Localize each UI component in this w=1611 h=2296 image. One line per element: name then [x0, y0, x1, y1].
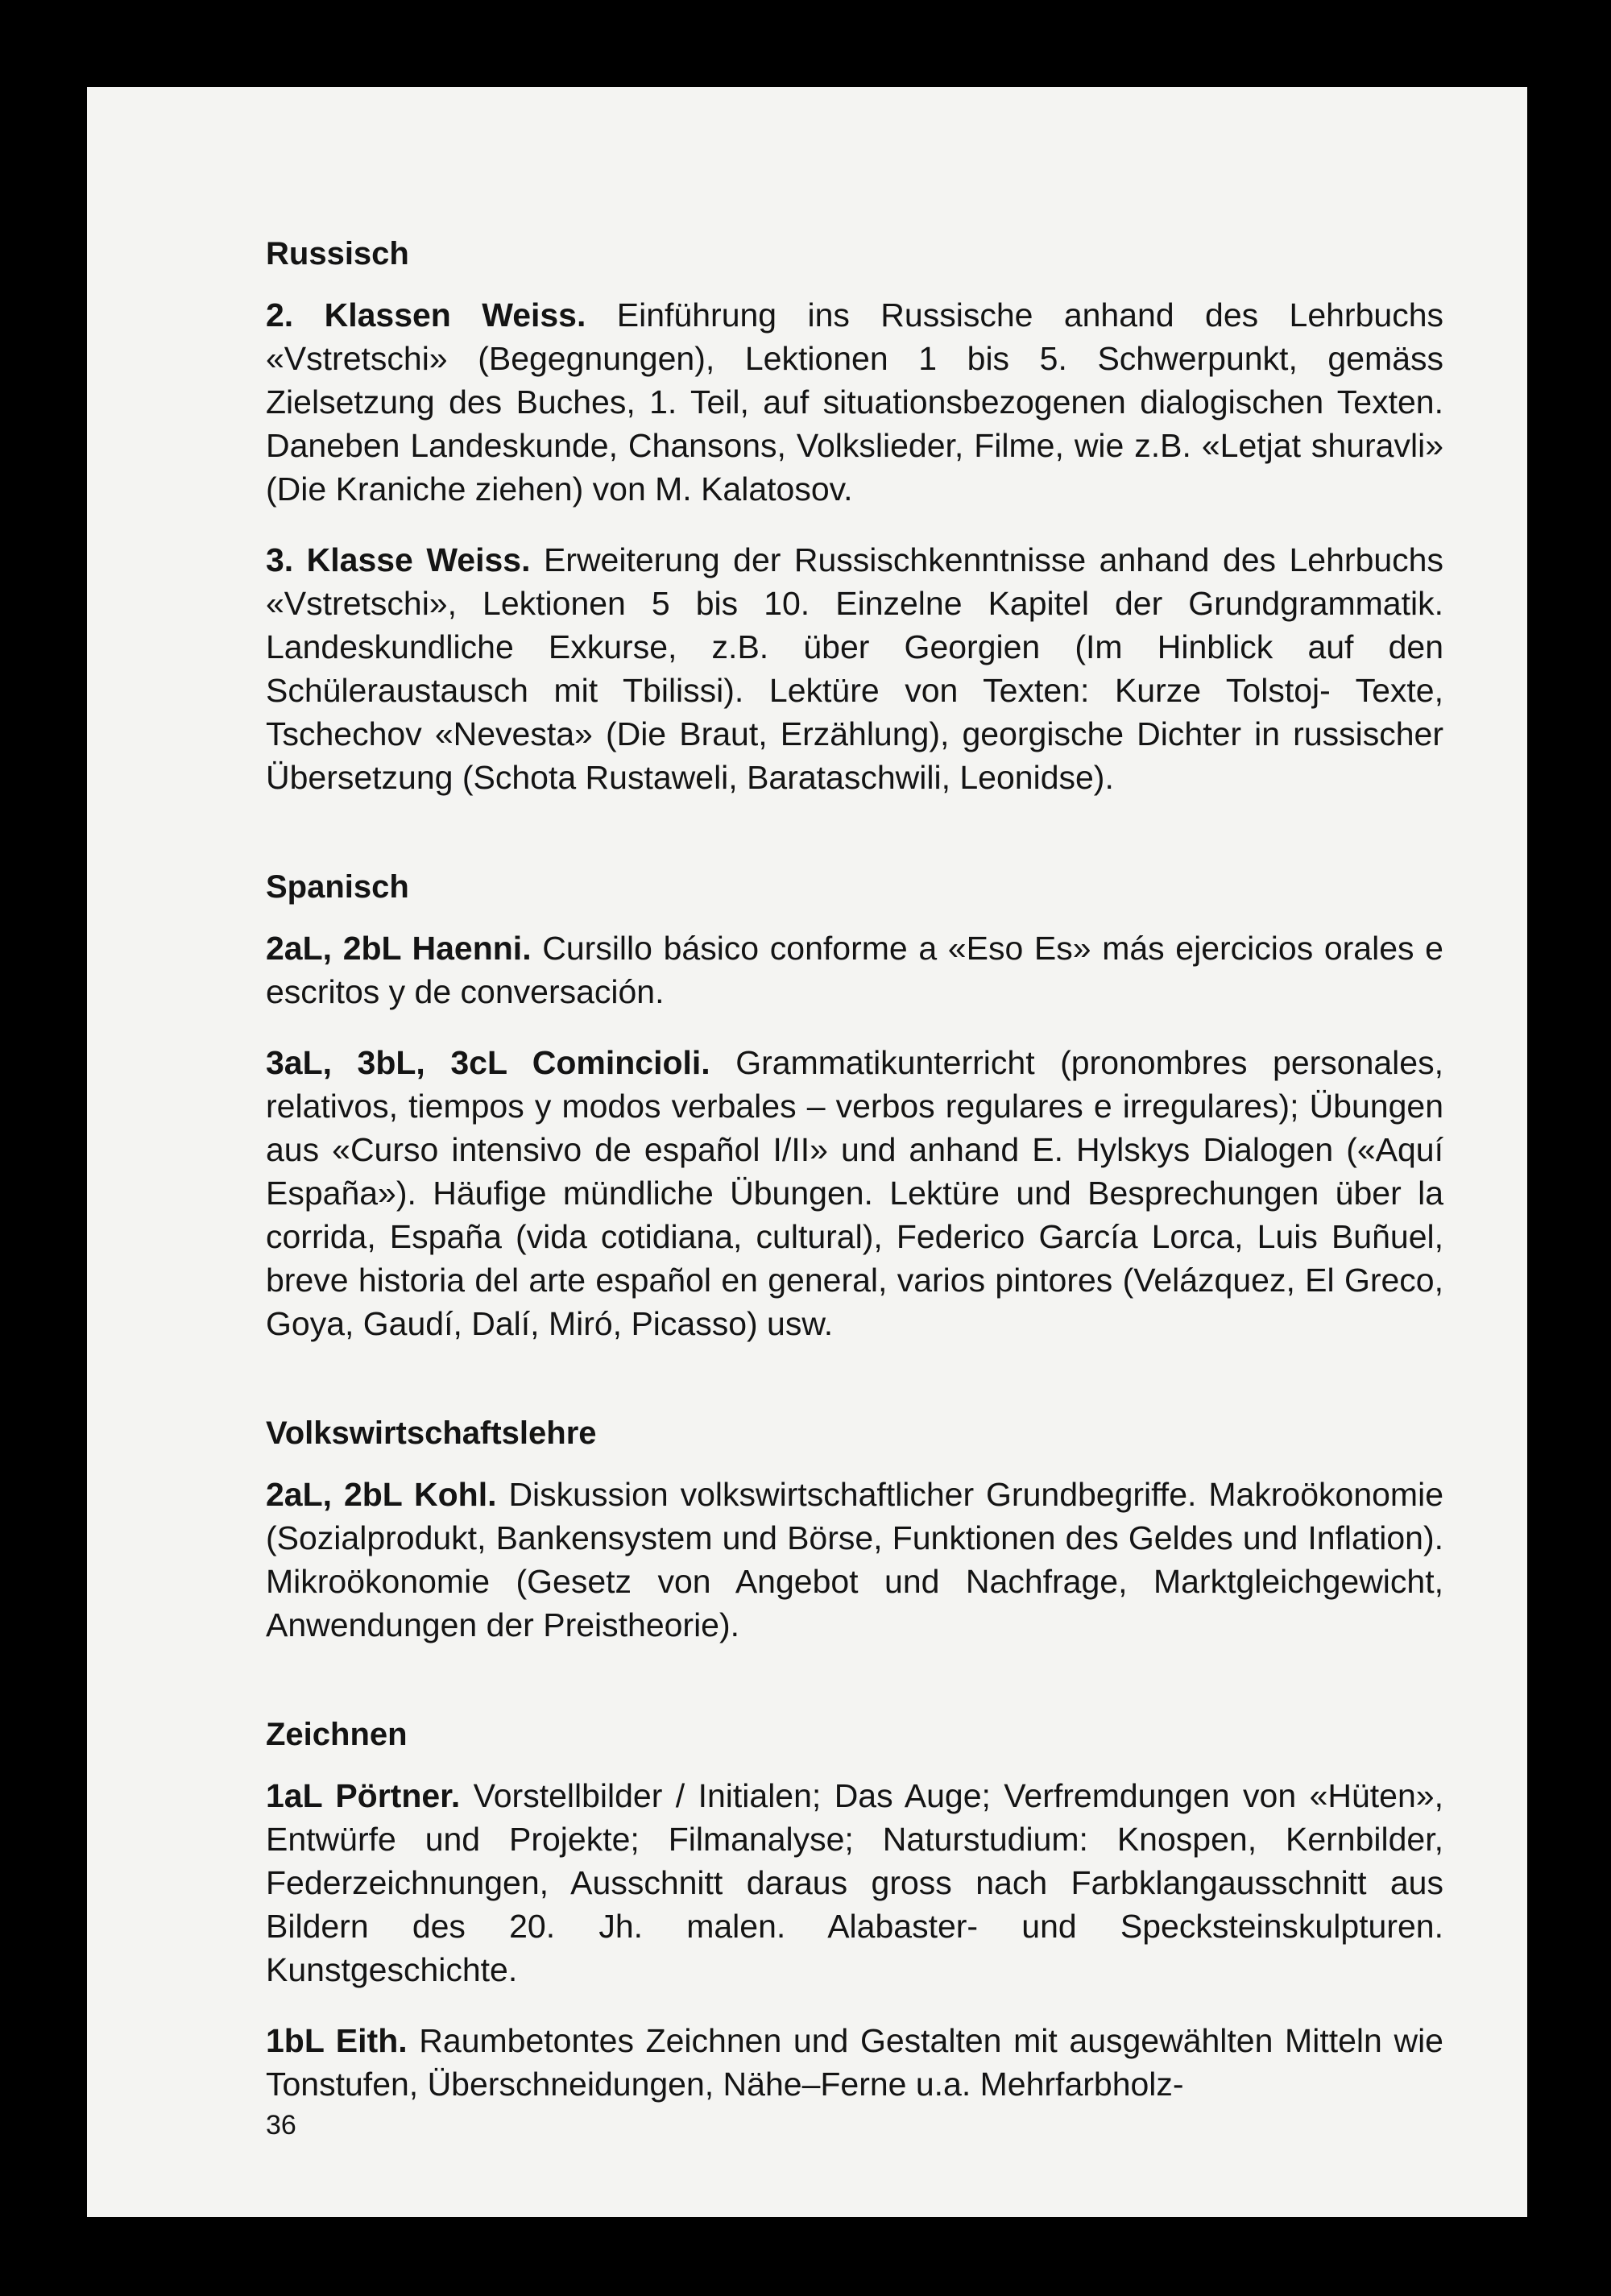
- paragraph-lead: 2aL, 2bL Kohl.: [266, 1476, 497, 1513]
- section-gap: [266, 1373, 1443, 1411]
- paragraph-lead: 1aL Pörtner.: [266, 1777, 461, 1814]
- paragraph-text: Vorstellbilder / Initialen; Das Auge; Verfremdungen von «Hüten», Entwürfe und Projekte; Filmanalyse; Naturstudium: Knospen, Kernbilder, Federzeichnungen, Ausschnitt daraus gross nach Farbklangausschnitt aus Bildern des 20. Jh. malen. Alabaster- und Specksteinskulpturen. Kunstgeschichte.: [266, 1777, 1443, 1988]
- section-gap: [266, 827, 1443, 865]
- section-title: Volkswirtschaftslehre: [266, 1415, 597, 1451]
- paragraph: [266, 1041, 1443, 1345]
- paragraph: [266, 1774, 1443, 1991]
- paragraph-lead: 2aL, 2bL Haenni.: [266, 930, 532, 967]
- paragraph-text: Raumbetontes Zeichnen und Gestalten mit ausgewählten Mitteln wie Tonstufen, Überschneidungen, Nähe–Ferne u.a. Mehrfarbholz-: [266, 2022, 1443, 2103]
- paragraph: [266, 538, 1443, 799]
- paragraph-lead: 3aL, 3bL, 3cL Comincioli.: [266, 1044, 710, 1081]
- section-gap: [266, 1674, 1443, 1713]
- paragraph: [266, 293, 1443, 511]
- section-title: Zeichnen: [266, 1717, 408, 1752]
- section-volkswirtschaftslehre: [266, 1411, 1443, 1647]
- paragraph-text: Diskussion volkswirtschaftlicher Grundbegriffe. Makroökonomie (Sozialprodukt, Bankensystem und Börse, Funktionen des Geldes und Inflation). Mikroökonomie (Gesetz von Angebot und Nachfrage, Marktgleichgewicht, Anwendungen der Preistheorie).: [266, 1476, 1443, 1643]
- page-content: [266, 232, 1443, 2133]
- section-russisch: [266, 232, 1443, 799]
- section-title: Russisch: [266, 236, 409, 271]
- paragraph: [266, 1473, 1443, 1647]
- section-spanisch: [266, 865, 1443, 1345]
- section-zeichnen: [266, 1713, 1443, 2106]
- paragraph: [266, 2019, 1443, 2106]
- paragraph-text: Cursillo básico conforme a «Eso Es» más ejercicios orales e escritos y de conversación.: [266, 930, 1443, 1010]
- page-number: 36: [266, 2110, 296, 2141]
- paragraph-text: Einführung ins Russische anhand des Lehrbuchs «Vstretschi» (Begegnungen), Lektionen 1 bis 5. Schwerpunkt, gemäss Zielsetzung des Buches, 1. Teil, auf situationsbezogenen dialogischen Texten. Daneben Landeskunde, Chansons, Volkslieder, Filme, wie z.B. «Letjat shuravli» (Die Kraniche ziehen) von M. Kalatosov.: [266, 296, 1443, 508]
- paragraph-text: Erweiterung der Russischkenntnisse anhand des Lehrbuchs «Vstretschi», Lektionen 5 bis 10. Einzelne Kapitel der Grundgrammatik. Landeskundliche Exkurse, z.B. über Georgien (Im Hinblick auf den Schüleraustausch mit Tbilissi). Lektüre von Texten: Kurze Tolstoj- Texte, Tschechov «Nevesta» (Die Braut, Erzählung), georgische Dichter in russischer Übersetzung (Schota Rustaweli, Barataschwili, Leonidse).: [266, 541, 1443, 796]
- paragraph-lead: 3. Klasse Weiss.: [266, 541, 531, 578]
- paragraph-lead: 1bL Eith.: [266, 2022, 408, 2059]
- paragraph-lead: 2. Klassen Weiss.: [266, 296, 586, 334]
- document-page: [87, 87, 1527, 2217]
- section-title: Spanisch: [266, 869, 409, 905]
- paragraph-text: Grammatikunterricht (pronombres personales, relativos, tiempos y modos verbales – verbos regulares e irregulares); Übungen aus «Curso intensivo de español I/II» und anhand E. Hylskys Dialogen («Aquí España»). Häufige mündliche Übungen. Lektüre und Besprechungen über la corrida, España (vida cotidiana, cultural), Federico García Lorca, Luis Buñuel, breve historia del arte español en general, varios pintores (Velázquez, El Greco, Goya, Gaudí, Dalí, Miró, Picasso) usw.: [266, 1044, 1443, 1342]
- paragraph: [266, 926, 1443, 1013]
